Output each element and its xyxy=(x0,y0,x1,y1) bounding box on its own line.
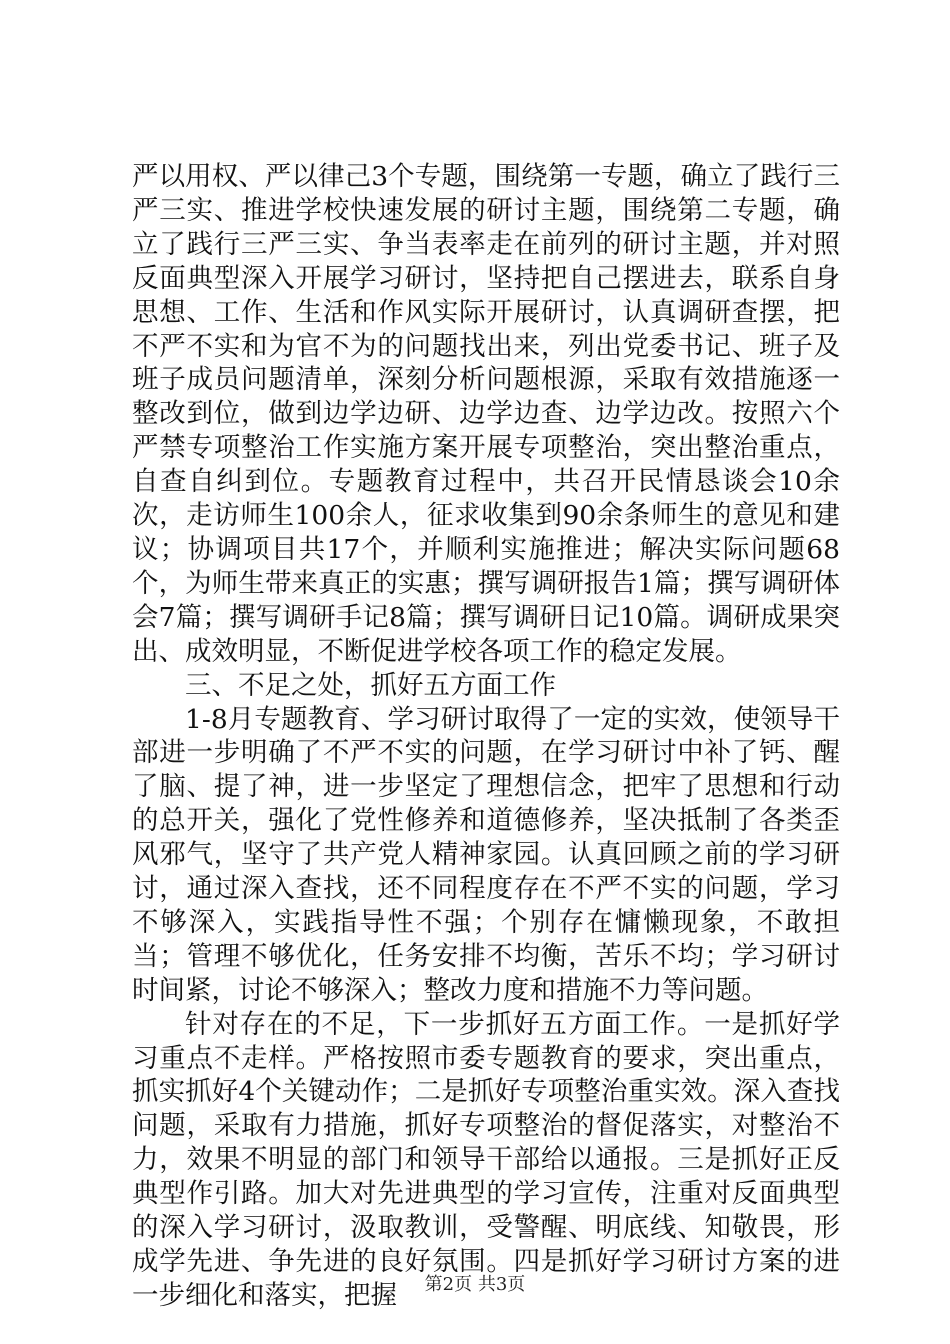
document-body xyxy=(132,160,840,1313)
body-paragraph-continued: 严以用权、严以律己3个专题，围绕第一专题，确立了践行三严三实、推进学校快速发展的研讨主题，围绕第二专题，确立了践行三严三实、争当表率走在前列的研讨主题，并对照反面典型深入开展学习研讨，坚持把自己摆进去，联系自身思想、工作、生活和作风实际开展研讨，认真调研查摆，把不严不实和为官不为的问题找出来，列出党委书记、班子及班子成员问题清单，深刻分析问题根源，采取有效措施逐一整改到位，做到边学边研、边学边查、边学边改。按照六个严禁专项整治工作实施方案开展专项整治，突出整治重点，自查自纠到位。专题教育过程中，共召开民情恳谈会10余次，走访师生100余人，征求收集到90余条师生的意见和建议；协调项目共17个，并顺利实施推进；解决实际问题68个，为师生带来真正的实惠；撰写调研报告1篇；撰写调研体会7篇；撰写调研手记8篇；撰写调研日记10篇。调研成果突出、成效明显，不断促进学校各项工作的稳定发展。 xyxy=(132,161,840,667)
body-paragraph: 针对存在的不足，下一步抓好五方面工作。一是抓好学习重点不走样。严格按照市委专题教育的要求，突出重点，抓实抓好4个关键动作；二是抓好专项整治重实效。深入查找问题，采取有力措施，抓好专项整治的督促落实，对整治不力，效果不明显的部门和领导干部给以通报。三是抓好正反典型作引路。加大对先进典型的学习宣传，注重对反面典型的深入学习研讨，汲取教训，受警醒、明底线、知敬畏，形成学先进、争先进的良好氛围。四是抓好学习研讨方案的进一步细化和落实，把握 xyxy=(132,1008,840,1311)
page-number-footer: 第2页 共3页 xyxy=(424,1274,526,1295)
body-paragraph: 1-8月专题教育、学习研讨取得了一定的实效，使领导干部进一步明确了不严不实的问题，在学习研讨中补了钙、醒了脑、提了神，进一步坚定了理想信念，把牢了思想和行动的总开关，强化了党性修养和道德修养，坚决抵制了各类歪风邪气，坚守了共产党人精神家园。认真回顾之前的学习研讨，通过深入查找，还不同程度存在不严不实的问题，学习不够深入，实践指导性不强；个别存在慵懒现象，不敢担当；管理不够优化，任务安排不均衡，苦乐不均；学习研讨时间紧，讨论不够深入；整改力度和措施不力等问题。 xyxy=(132,703,840,1006)
section-heading: 三、不足之处，抓好五方面工作 xyxy=(185,669,556,701)
